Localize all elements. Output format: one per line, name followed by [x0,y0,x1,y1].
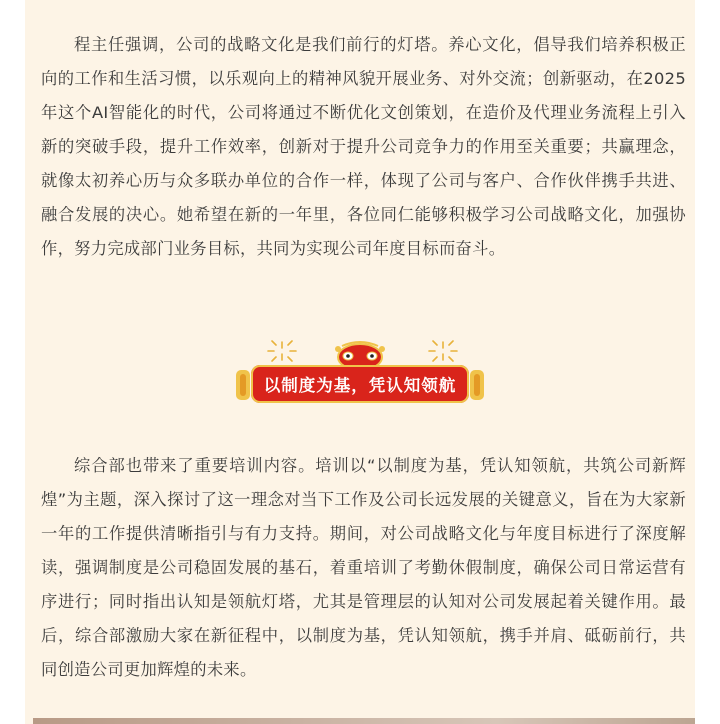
firework-sparkle-icon [429,341,457,361]
banner-title: 以制度为基，凭认知领航 [263,376,457,395]
paragraph-training: 综合部也带来了重要培训内容。培训以“以制度为基，凭认知领航，共筑公司新辉煌”为主题，深入探讨了这一理念对当下工作及公司长远发展的关键意义，旨在为大家新一年的工作提供清晰指引与有力支持。期间，对公司战略文化与年度目标进行了深度解读，强调制度是公司稳固发展的基石，着重培训了考勤休假制度，确保公司日常运营有序进行；同时指出认知是领航灯塔，尤其是管理层的认知对公司发展起着关键作用。最后，综合部激励大家在新征程中，以制度为基，凭认知领航，携手并肩、砥砺前行，共同创造公司更加辉煌的未来。 [41,456,686,679]
scroll-end-icon [470,370,484,400]
section-banner [230,340,490,412]
firework-sparkle-icon [268,341,296,361]
scroll-end-icon [236,370,250,400]
next-image-edge [33,718,695,724]
paragraph-strategy-culture: 程主任强调，公司的战略文化是我们前行的灯塔。养心文化，倡导我们培养积极正向的工作和生活习惯，以乐观向上的精神风貌开展业务、对外交流；创新驱动，在2025年这个AI智能化的时代，公司将通过不断优化文创策划，在造价及代理业务流程上引入新的突破手段，提升工作效率，创新对于提升公司竞争力的作用至关重要；共赢理念，就像太初养心历与众多联办单位的合作一样，体现了公司与客户、合作伙伴携手共进、融合发展的决心。她希望在新的一年里，各位同仁能够积极学习公司战略文化，加强协作，努力完成部门业务目标，共同为实现公司年度目标而奋斗。 [41,35,686,258]
banner-title-box [251,365,469,403]
